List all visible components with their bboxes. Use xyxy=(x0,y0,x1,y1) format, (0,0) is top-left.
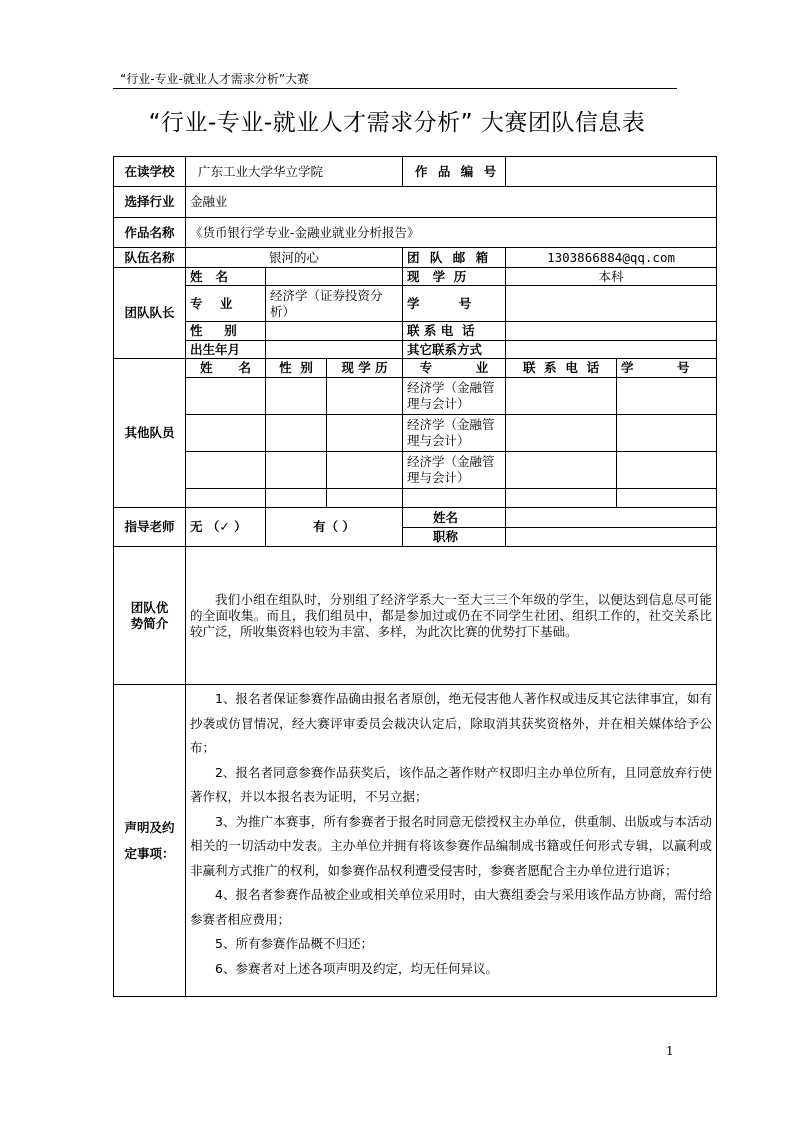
industry-value[interactable]: 金融业 xyxy=(186,187,717,218)
advisor-name-label: 姓名 xyxy=(403,508,506,528)
row-advisor-name xyxy=(114,508,717,528)
leader-phone-label: 联 系 电 话 xyxy=(403,322,506,341)
members-header-phone: 联 系 电 话 xyxy=(506,359,617,378)
team-name-value[interactable]: 银河的心 xyxy=(186,248,403,268)
leader-other-contact-label: 其它联系方式 xyxy=(403,341,506,359)
leader-edu-label: 现 学 历 xyxy=(403,268,506,286)
member-major-cell[interactable]: 经济学（金融管理与会计） xyxy=(403,378,506,415)
leader-birth-label: 出生年月 xyxy=(186,341,266,359)
member-phone-cell[interactable] xyxy=(506,415,617,452)
member-gender-cell[interactable] xyxy=(266,378,327,415)
leader-student-no-value[interactable] xyxy=(506,286,717,322)
members-header-edu: 现 学 历 xyxy=(327,359,403,378)
row-leader-birth xyxy=(114,341,717,359)
leader-edu-value[interactable]: 本科 xyxy=(506,268,717,286)
advisor-title-value[interactable] xyxy=(506,528,717,547)
team-name-label: 队伍名称 xyxy=(114,248,186,268)
row-industry xyxy=(114,187,717,218)
member-gender-cell[interactable] xyxy=(266,452,327,489)
row-school xyxy=(114,157,717,187)
leader-birth-value[interactable] xyxy=(266,341,403,359)
advisor-label: 指导老师 xyxy=(114,508,186,547)
leader-phone-value[interactable] xyxy=(506,322,717,341)
row-members-header xyxy=(114,359,717,378)
page-title: “行业-专业-就业人才需求分析” 大赛团队信息表 xyxy=(148,110,646,136)
school-value[interactable]: 广东工业大学华立学院 xyxy=(186,157,403,187)
advisor-title-label: 职称 xyxy=(403,528,506,547)
member-edu-cell[interactable] xyxy=(327,489,403,508)
row-leader-gender xyxy=(114,322,717,341)
member-edu-cell[interactable] xyxy=(327,378,403,415)
row-team-name xyxy=(114,248,717,268)
member-major-cell[interactable]: 经济学（金融管理与会计） xyxy=(403,452,506,489)
advantage-label: 团队优势简介 xyxy=(114,547,186,685)
members-header-name: 姓 名 xyxy=(186,359,266,378)
leader-major-value[interactable]: 经济学（证券投资分析） xyxy=(266,286,403,322)
member-name-cell[interactable] xyxy=(186,489,266,508)
row-advantage xyxy=(114,547,717,685)
member-phone-cell[interactable] xyxy=(506,378,617,415)
members-label: 其他队员 xyxy=(114,359,186,508)
running-header: “行业-专业-就业人才需求分析”大赛 xyxy=(120,72,310,86)
member-gender-cell[interactable] xyxy=(266,415,327,452)
team-email-value[interactable]: 1303866884@qq.com xyxy=(506,248,717,268)
member-student-no-cell[interactable] xyxy=(617,489,717,508)
leader-gender-value[interactable] xyxy=(266,322,403,341)
declaration-label: 声明及约定事项： xyxy=(114,685,186,997)
advisor-none-option[interactable]: 无 （✓ ） xyxy=(186,508,266,547)
declaration-item-6: 6、参赛者对上述各项声明及约定，均无任何异议。 xyxy=(215,960,498,976)
work-name-label: 作品名称 xyxy=(114,218,186,248)
member-name-cell[interactable] xyxy=(186,378,266,415)
school-label: 在读学校 xyxy=(114,157,186,187)
member-major-cell[interactable]: 经济学（金融管理与会计） xyxy=(403,415,506,452)
declaration-item-1: 1、报名者保证参赛作品确由报名者原创，绝无侵害他人著作权或违反其它法律事宜，如有抄袭或仿冒情况，经大赛评审委员会裁决认定后，除取消其获奖资格外，并在相关媒体给予公布； xyxy=(190,691,713,755)
member-gender-cell[interactable] xyxy=(266,489,327,508)
member-phone-cell[interactable] xyxy=(506,452,617,489)
work-no-label: 作 品 编 号 xyxy=(403,157,506,187)
table-row xyxy=(114,489,717,508)
advantage-text[interactable]: 我们小组在组队时，分别组了经济学系大一至大三三个年级的学生，以便达到信息尽可能的全面收集。而且，我们组员中，都是参加过或仍在不同学生社团、组织工作的，社交关系比较广泛，所收集资料也较为丰富、多样，为此次比赛的优势打下基础。 xyxy=(186,547,717,685)
member-student-no-cell[interactable] xyxy=(617,378,717,415)
leader-name-value[interactable] xyxy=(266,268,403,286)
work-name-value[interactable]: 《货币银行学专业-金融业就业分析报告》 xyxy=(186,218,717,248)
members-header-gender: 性 别 xyxy=(266,359,327,378)
declaration-item-3: 3、为推广本赛事，所有参赛者于报名时同意无偿授权主办单位，供重制、出版或与本活动相关的一切活动中发表。主办单位并拥有将该参赛作品编制成书籍或任何形式专辑，以赢利或非赢利方式推广的权利，如参赛作品权利遭受侵害时，参赛者愿配合主办单位进行追诉； xyxy=(190,813,713,878)
member-student-no-cell[interactable] xyxy=(617,415,717,452)
member-phone-cell[interactable] xyxy=(506,489,617,508)
work-no-value[interactable] xyxy=(506,157,717,187)
row-declaration xyxy=(114,685,717,997)
member-edu-cell[interactable] xyxy=(327,452,403,489)
declaration-item-4: 4、报名者参赛作品被企业或相关单位采用时，由大赛组委会与采用该作品方协商，需付给参赛者相应费用； xyxy=(190,887,713,927)
declaration-item-2: 2、报名者同意参赛作品获奖后，该作品之著作财产权即归主办单位所有，且同意放弃行使著作权，并以本报名表为证明，不另立据； xyxy=(190,764,713,804)
team-info-form xyxy=(113,156,717,997)
row-leader-major xyxy=(114,286,717,322)
row-leader-name xyxy=(114,268,717,286)
leader-name-label: 姓 名 xyxy=(186,268,266,286)
header-rule xyxy=(113,88,677,89)
members-header-major: 专 业 xyxy=(403,359,506,378)
row-work-name xyxy=(114,218,717,248)
leader-major-label: 专 业 xyxy=(186,286,266,322)
table-row xyxy=(114,415,717,452)
team-email-label: 团 队 邮 箱 xyxy=(403,248,506,268)
member-edu-cell[interactable] xyxy=(327,415,403,452)
leader-other-contact-value[interactable] xyxy=(506,341,717,359)
page-number: 1 xyxy=(666,1044,674,1058)
member-major-cell[interactable] xyxy=(403,489,506,508)
declaration-item-5: 5、所有参赛作品概不归还； xyxy=(215,936,373,951)
industry-label: 选择行业 xyxy=(114,187,186,218)
table-row xyxy=(114,378,717,415)
member-name-cell[interactable] xyxy=(186,452,266,489)
leader-label: 团队队长 xyxy=(114,268,186,359)
member-student-no-cell[interactable] xyxy=(617,452,717,489)
member-name-cell[interactable] xyxy=(186,415,266,452)
advisor-name-value[interactable] xyxy=(506,508,717,528)
declaration-text xyxy=(186,685,717,997)
table-row xyxy=(114,452,717,489)
members-header-student-no: 学 号 xyxy=(617,359,717,378)
advisor-yes-option[interactable]: 有（ ） xyxy=(266,508,403,547)
leader-student-no-label: 学 号 xyxy=(403,286,506,322)
leader-gender-label: 性 别 xyxy=(186,322,266,341)
